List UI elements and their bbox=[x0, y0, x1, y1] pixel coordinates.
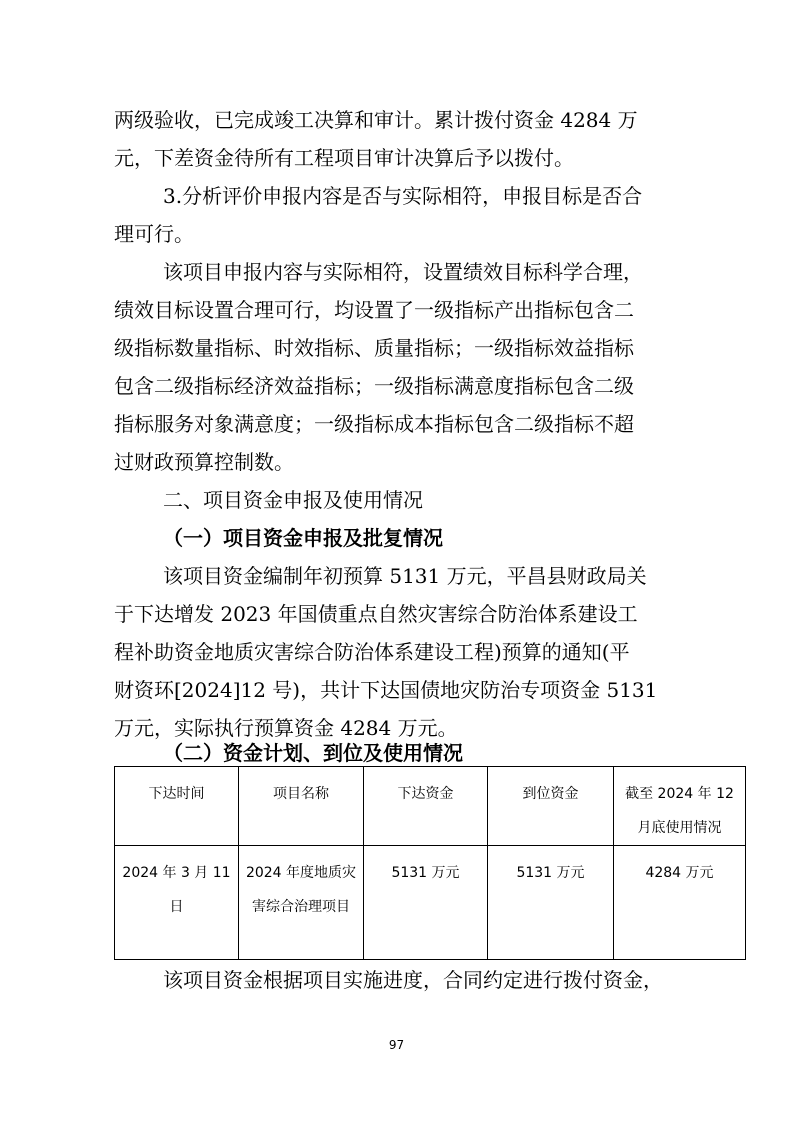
body-text-line: 理可行。 bbox=[114, 222, 194, 246]
subsection-heading-1: （一）项目资金申报及批复情况 bbox=[163, 526, 443, 550]
body-text-line: 绩效目标设置合理可行，均设置了一级指标产出指标包含二 bbox=[114, 298, 634, 322]
body-text-line: 元，下差资金待所有工程项目审计决算后予以拨付。 bbox=[114, 146, 574, 170]
body-text-line: 程补助资金地质灾害综合防治体系建设工程)预算的通知(平 bbox=[114, 640, 630, 664]
cell-issue-time: 2024 年 3 月 11 日 bbox=[115, 846, 239, 960]
cell-project-name: 2024 年度地质灾害综合治理项目 bbox=[239, 846, 364, 960]
subsection-heading-2: （二）资金计划、到位及使用情况 bbox=[163, 741, 463, 765]
cell-received-funds: 5131 万元 bbox=[488, 846, 614, 960]
body-text-line: 财资环[2024]12 号)，共计下达国债地灾防治专项资金 5131 bbox=[114, 678, 658, 702]
subsection-heading: 3.分析评价申报内容是否与实际相符，申报目标是否合 bbox=[163, 184, 643, 208]
header-project-name: 项目名称 bbox=[239, 767, 364, 846]
body-text-line: 过财政预算控制数。 bbox=[114, 450, 294, 474]
header-issued-funds: 下达资金 bbox=[364, 767, 488, 846]
table-row bbox=[115, 846, 746, 960]
body-text-line: 指标服务对象满意度；一级指标成本指标包含二级指标不超 bbox=[114, 412, 634, 436]
body-text-line: 该项目申报内容与实际相符，设置绩效目标科学合理， bbox=[163, 260, 643, 284]
cell-issued-funds: 5131 万元 bbox=[364, 846, 488, 960]
body-text-line: 该项目资金根据项目实施进度，合同约定进行拨付资金， bbox=[163, 968, 663, 992]
page-number: 97 bbox=[388, 1038, 405, 1052]
body-text-line: 于下达增发 2023 年国债重点自然灾害综合防治体系建设工 bbox=[114, 602, 638, 626]
header-issue-time: 下达时间 bbox=[115, 767, 239, 846]
section-heading: 二、项目资金申报及使用情况 bbox=[163, 488, 423, 512]
body-text-line: 包含二级指标经济效益指标；一级指标满意度指标包含二级 bbox=[114, 374, 634, 398]
body-text-line: 级指标数量指标、时效指标、质量指标；一级指标效益指标 bbox=[114, 336, 634, 360]
table-header-row bbox=[115, 767, 746, 846]
body-text-line: 万元，实际执行预算资金 4284 万元。 bbox=[114, 716, 458, 740]
cell-usage-status: 4284 万元 bbox=[614, 846, 746, 960]
header-usage-status: 截至 2024 年 12 月底使用情况 bbox=[614, 767, 746, 846]
body-text-line: 两级验收，已完成竣工决算和审计。累计拨付资金 4284 万 bbox=[114, 108, 638, 132]
header-received-funds: 到位资金 bbox=[488, 767, 614, 846]
body-text-line: 该项目资金编制年初预算 5131 万元，平昌县财政局关 bbox=[163, 564, 647, 588]
funds-table bbox=[114, 766, 746, 960]
